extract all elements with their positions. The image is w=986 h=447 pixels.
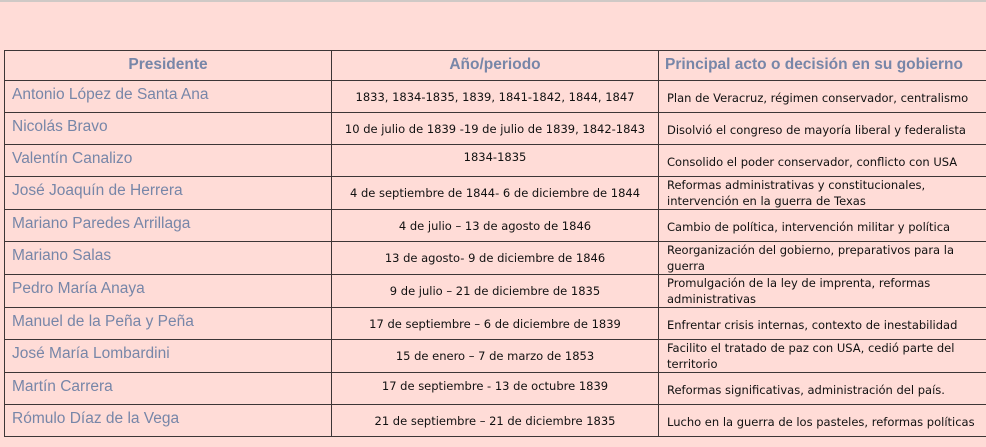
act-cell: Cambio de política, intervención militar y política <box>659 210 986 242</box>
president-name: Rómulo Díaz de la Vega <box>5 405 332 437</box>
president-name: Valentín Canalizo <box>5 145 332 177</box>
header-presidente: Presidente <box>5 51 332 81</box>
act-cell: Plan de Veracruz, régimen conservador, centralismo <box>659 81 986 113</box>
period-cell: 4 de septiembre de 1844- 6 de diciembre de 1844 <box>332 177 659 210</box>
period-cell: 1834-1835 <box>332 145 659 177</box>
act-cell: Reformas administrativas y constitucionales, intervención en la guerra de Texas <box>659 177 986 210</box>
act-cell: Reformas significativas, administración del país. <box>659 373 986 405</box>
table-row <box>5 308 986 340</box>
header-periodo: Año/periodo <box>332 51 659 81</box>
header-acto: Principal acto o decisión en su gobierno <box>659 51 986 81</box>
president-name: Manuel de la Peña y Peña <box>5 308 332 340</box>
table-row <box>5 113 986 145</box>
presidents-table <box>4 50 986 437</box>
president-name: Pedro María Anaya <box>5 275 332 308</box>
top-border-line <box>0 0 986 2</box>
act-cell: Lucho en la guerra de los pasteles, reformas políticas <box>659 405 986 437</box>
president-name: José María Lombardini <box>5 340 332 373</box>
act-cell: Reorganización del gobierno, preparativos para la guerra <box>659 242 986 275</box>
table-row <box>5 145 986 177</box>
president-name: Antonio López de Santa Ana <box>5 81 332 113</box>
president-name: Mariano Salas <box>5 242 332 275</box>
president-name: Nicolás Bravo <box>5 113 332 145</box>
table-row <box>5 275 986 308</box>
table-row <box>5 210 986 242</box>
act-cell: Disolvió el congreso de mayoría liberal y federalista <box>659 113 986 145</box>
act-cell: Facilito el tratado de paz con USA, cedió parte del territorio <box>659 340 986 373</box>
period-cell: 21 de septiembre – 21 de diciembre 1835 <box>332 405 659 437</box>
table-row <box>5 340 986 373</box>
act-cell: Consolido el poder conservador, conflicto con USA <box>659 145 986 177</box>
period-cell: 17 de septiembre - 13 de octubre 1839 <box>332 373 659 405</box>
table-row <box>5 242 986 275</box>
table-header-row <box>5 51 986 81</box>
table-row <box>5 81 986 113</box>
period-cell: 13 de agosto- 9 de diciembre de 1846 <box>332 242 659 275</box>
period-cell: 15 de enero – 7 de marzo de 1853 <box>332 340 659 373</box>
act-cell: Promulgación de la ley de imprenta, reformas administrativas <box>659 275 986 308</box>
table-row <box>5 177 986 210</box>
period-cell: 17 de septiembre – 6 de diciembre de 1839 <box>332 308 659 340</box>
table-row <box>5 373 986 405</box>
president-name: José Joaquín de Herrera <box>5 177 332 210</box>
president-name: Mariano Paredes Arrillaga <box>5 210 332 242</box>
president-name: Martín Carrera <box>5 373 332 405</box>
act-cell: Enfrentar crisis internas, contexto de inestabilidad <box>659 308 986 340</box>
period-cell: 9 de julio – 21 de diciembre de 1835 <box>332 275 659 308</box>
period-cell: 4 de julio – 13 de agosto de 1846 <box>332 210 659 242</box>
table-row <box>5 405 986 437</box>
period-cell: 10 de julio de 1839 -19 de julio de 1839, 1842-1843 <box>332 113 659 145</box>
period-cell: 1833, 1834-1835, 1839, 1841-1842, 1844, 1847 <box>332 81 659 113</box>
